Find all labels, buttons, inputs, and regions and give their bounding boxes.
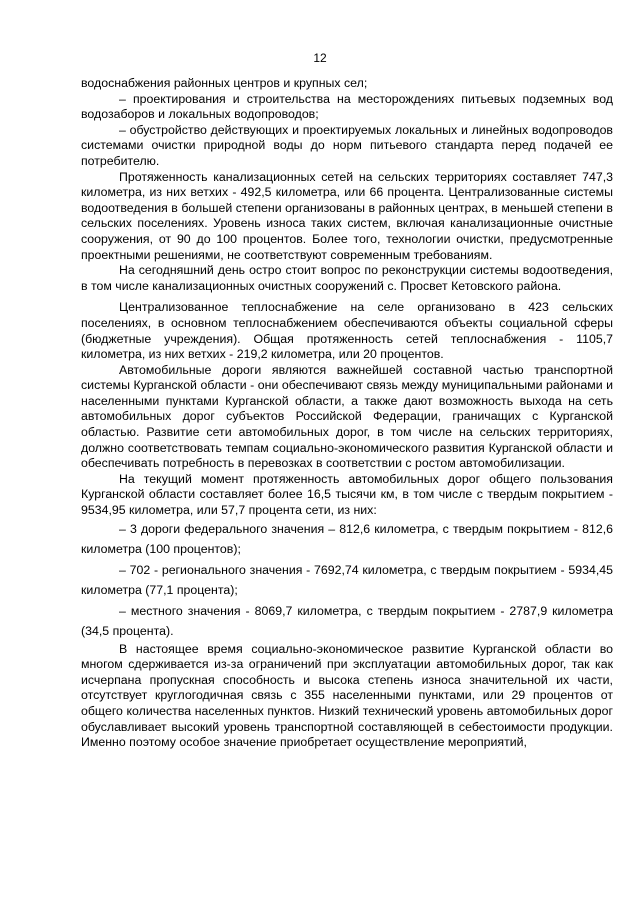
- document-body: [81, 76, 613, 751]
- list-item: – проектирования и строительства на месторождениях питьевых подземных вод водозаборов и локальных водопроводов;: [81, 91, 613, 122]
- paragraph: На текущий момент протяженность автомобильных дорог общего пользования Курганской области составляет более 16,5 тысячи км, в том числе с твердым покрытием - 9534,95 километра, или 57,7 процента сети, из них:: [81, 471, 613, 518]
- page-number: 12: [313, 51, 327, 65]
- paragraph-continuation: водоснабжения районных центров и крупных сел;: [81, 76, 368, 90]
- paragraph: Централизованное теплоснабжение на селе организовано в 423 сельских поселениях, в основном теплоснабжением обеспечиваются объекты социальной сферы (бюджетные учреждения). Общая протяженность сетей теплоснабжения - 1105,7 километра, из них ветхих - 219,2 километра, или 20 процентов.: [81, 300, 613, 362]
- paragraph: Автомобильные дороги являются важнейшей составной частью транспортной системы Курганской области - они обеспечивают связь между муниципальными районами и населенными пунктами Курганской области, а также дают возможность выхода на сеть автомобильных дорог субъектов Российской Федерации, граничащих с Курганской областью. Развитие сети автомобильных дорог, в том числе на сельских территориях, должно соответствовать темпам социально-экономического развития Курганской области и обеспечивать потребность в перевозках в соответствии с ростом автомобилизации.: [81, 362, 613, 471]
- list-item: – обустройство действующих и проектируемых локальных и линейных водопроводов системами очистки природной воды до норм питьевого стандарта перед подачей ее потребителю.: [81, 122, 613, 168]
- list-item: – местного значения - 8069,7 километра, с твердым покрытием - 2787,9 километра (34,5 процента).: [81, 603, 613, 639]
- paragraph: На сегодняшний день остро стоит вопрос по реконструкции системы водоотведения, в том числе канализационных очистных сооружений с. Просвет Кетовского района.: [81, 263, 613, 293]
- list-item: – 3 дороги федерального значения – 812,6 километра, с твердым покрытием - 812,6 километра (100 процентов);: [81, 521, 613, 557]
- list-item: – 702 - регионального значения - 7692,74 километра, с твердым покрытием - 5934,45 километра (77,1 процента);: [81, 562, 613, 598]
- paragraph: Протяженность канализационных сетей на сельских территориях составляет 747,3 километра, из них ветхих - 492,5 километра, или 66 процента. Централизованные системы водоотведения в большей степени организованы в районных центрах, в меньшей степени в сельских поселениях. Уровень износа таких систем, включая канализационные очистные сооружения, от 90 до 100 процентов. Более того, технологии очистки, предусмотренные проектными решениями, не соответствуют современным требованиям.: [81, 169, 613, 262]
- paragraph: В настоящее время социально-экономическое развитие Курганской области во многом сдерживается из-за ограничений при эксплуатации автомобильных дорог, так как исчерпана пропускная способность и высока степень износа значительной их части, отсутствует круглогодичная связь с 355 населенными пунктами, или 29 процентов от общего количества населенных пунктов. Низкий технический уровень автомобильных дорог обуславливает высокий уровень транспортной составляющей в себестоимости продукции. Именно поэтому особое значение приобретает осуществление мероприятий,: [81, 641, 613, 750]
